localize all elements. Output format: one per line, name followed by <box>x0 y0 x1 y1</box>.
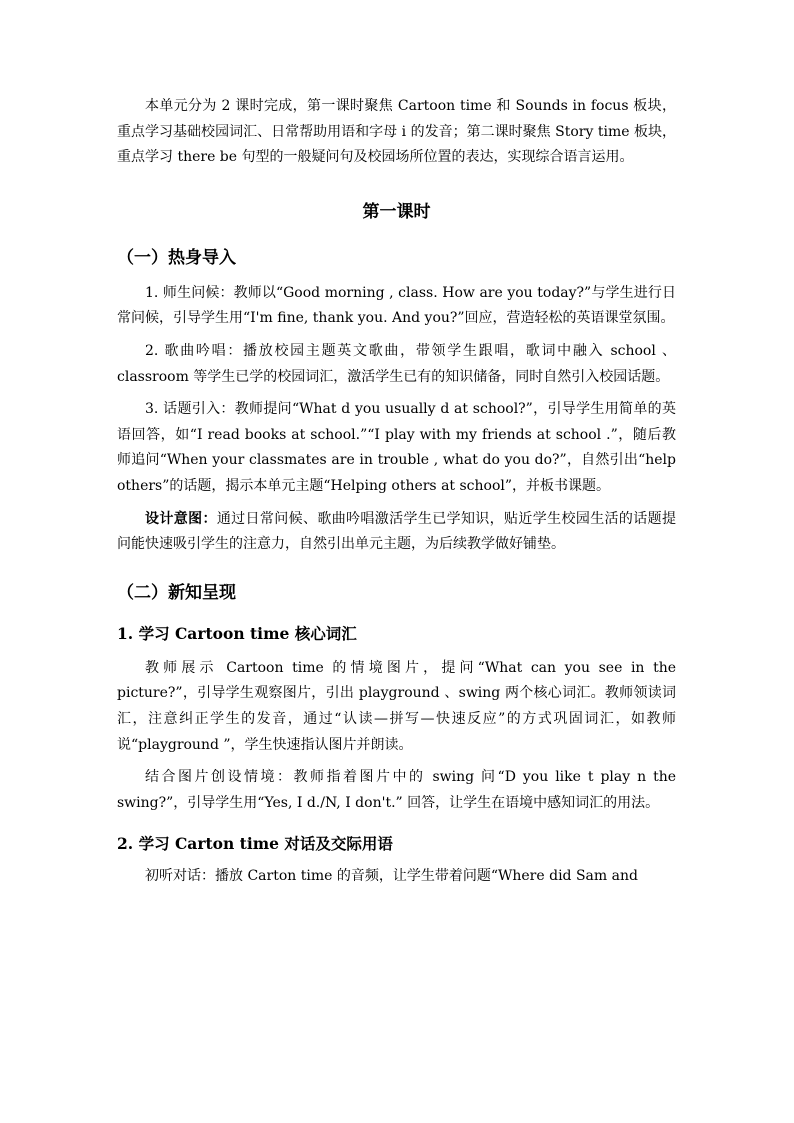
vocabulary-paragraph-2: 结合图片创设情境：教师指着图片中的 swing 问“D you like t play n the swing?”，引导学生用“Yes, I d./N, I don't.” 回答，让学生在语境中感知词汇的用法。 <box>117 769 676 811</box>
section-title-warmup: （一）热身导入 <box>117 247 236 268</box>
dialogue-paragraph-1: 初听对话：播放 Carton time 的音频，让学生带着问题“Where did Sam and <box>145 868 638 885</box>
subsection-title-vocabulary: 1. 学习 Cartoon time 核心词汇 <box>117 623 357 643</box>
intro-paragraph: 本单元分为 2 课时完成，第一课时聚焦 Cartoon time 和 Sounds in focus 板块，重点学习基础校园词汇、日常帮助用语和字母 i 的发音；第二课时聚焦 Story time 板块，重点学习 there be 句型的一般疑问句及校园场所位置的表达，实现综合语言运用。 <box>117 98 676 166</box>
warmup-paragraph-topic: 3. 话题引入：教师提问“What d you usually d at school?”，引导学生用简单的英语回答，如“I read books at school.”“I play with my friends at school .”，随后教师追问“When your classmates are in trouble , what do you do?”，自然引出“help others”的话题，揭示本单元主题“Helping others at school”，并板书课题。 <box>117 401 676 494</box>
subsection-title-dialogue: 2. 学习 Carton time 对话及交际用语 <box>117 834 393 854</box>
section-title-new-knowledge: （二）新知呈现 <box>117 582 236 603</box>
warmup-paragraph-greeting: 1. 师生问候：教师以“Good morning , class. How are you today?”与学生进行日常问候，引导学生用“I'm fine, thank you. And you?”回应，营造轻松的英语课堂氛围。 <box>117 284 676 327</box>
warmup-paragraph-song: 2. 歌曲吟唱：播放校园主题英文歌曲，带领学生跟唱，歌词中融入 school 、classroom 等学生已学的校园词汇，激活学生已有的知识储备，同时自然引入校园话题。 <box>117 342 676 385</box>
design-intent-label: 设计意图： <box>145 510 217 527</box>
design-intent-text: 通过日常问候、歌曲吟唱激活学生已学知识，贴近学生校园生活的话题提问能快速吸引学生的注意力，自然引出单元主题，为后续教学做好铺垫。 <box>117 510 677 553</box>
vocabulary-paragraph-1: 教师展示 Cartoon time 的情境图片，提问“What can you see in the picture?”，引导学生观察图片，引出 playground 、swing 两个核心词汇。教师领读词汇，注意纠正学生的发音，通过“认读—拼写—快速反应”的方式巩固词汇，如教师说“playground ”，学生快速指认图片并朗读。 <box>117 659 676 753</box>
design-intent-paragraph <box>117 507 676 558</box>
document-page <box>117 94 676 890</box>
lesson-title: 第一课时 <box>362 201 431 222</box>
